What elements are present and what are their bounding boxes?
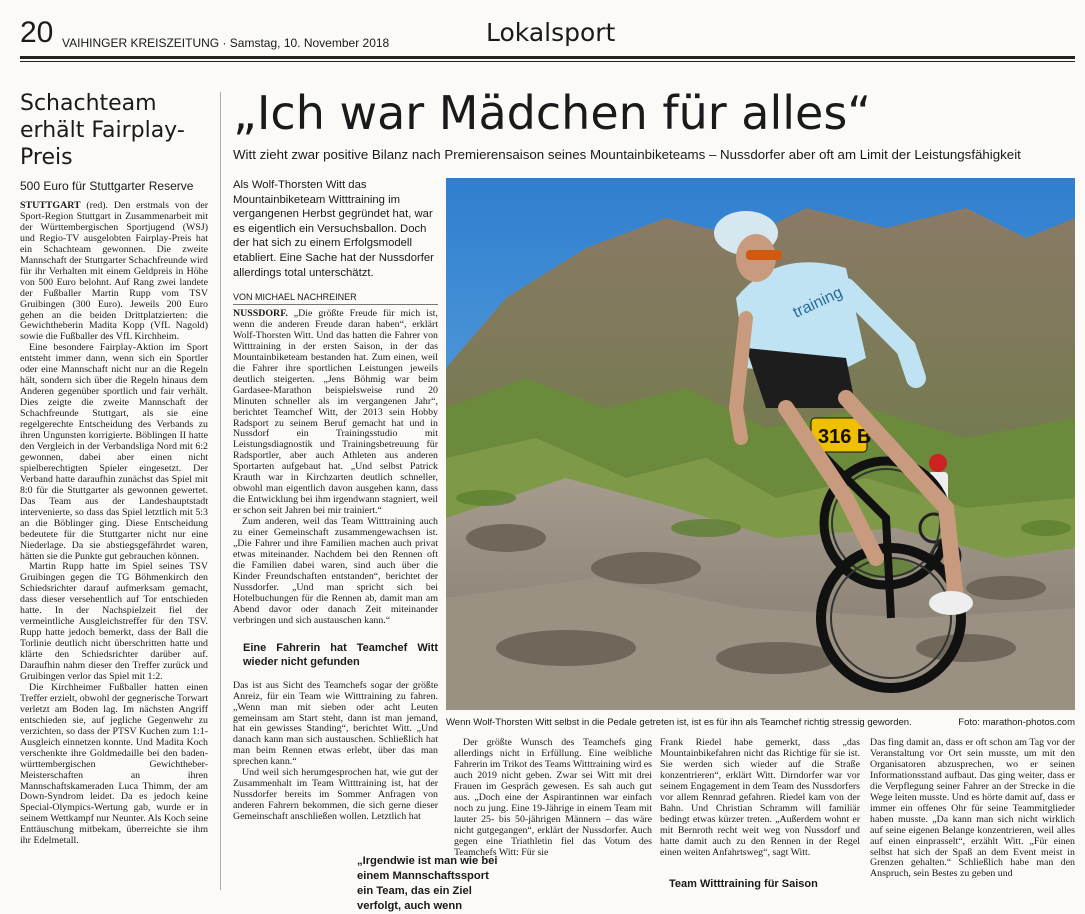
jersey-text: training (790, 284, 846, 322)
author-rule (233, 304, 438, 305)
dateline: STUTTGART (20, 200, 81, 211)
intertitle: Eine Fahrerin hat Teamchef Witt wieder nicht gefunden (243, 641, 438, 668)
side-article-headline: Schachteam erhält Fairplay-Preis (20, 91, 185, 170)
teaser-text: Als Wolf-Thorsten Witt das Mountainbiketeam Witttraining im vergangenen Herbst gegründet hat, war es eigentlich ein Versuchsballon. Doch der hat sich zu einem Erfolgsmodell etabliert. Eine Sache hat der Nussdorfer allerdings total unterschätzt. (233, 179, 434, 279)
photo-caption (446, 717, 1075, 728)
paragraph: Zum anderen, weil das Team Witttraining auch zu einer Gemeinschaft zusammengewachsen ist. „Die Fahrer und ihre Familien machen auch privat etwas miteinander. Nachdem bei den Rennen oft die Familien dabei waren, sind auch über die Kinder Freundschaften entstanden“, berichtet der Nussdorfer. „Und man spricht sich bei Hotelbuchungen für die Rennen ab, damit man am Abend davor oder danach Zeit miteinander verbringen und sich austauschen kann.“ (233, 516, 438, 626)
column-divider (220, 92, 221, 890)
paragraph: Der größte Wunsch des Teamchefs ging allerdings nicht in Erfüllung. Eine weibliche Fahrerin im Trikot des Teams Witttraining wird es auch 2019 nicht geben. Zwar sei Witt mit drei Frauen im Gespräch gewesen. Es sah auch gut aus. „Doch eine der Aspirantinnen war einfach noch zu jung. Eine 19-Jährige in einem Team mit lauter 25- bis 50-jährigen Männern – das wäre nicht gutgegangen“, erklärt der Nussdorfer. Auch gegen eine Triathletin fiel das Votum des Teamchefs Witt: Für sie (454, 737, 652, 858)
author-line: VON MICHAEL NACHREINER (233, 292, 357, 302)
paragraph: (red). Den erstmals von der Sport-Region Stuttgart in Zusammenarbeit mit der Württembergischen Sportjugend (WSJ) und Regio-TV ausgelobten Fairplay-Preis hat ein Schachteam gewonnen. Die zweite Mannschaft der Stuttgarter Schachfreunde wird für ihr Verhalten mit einem Geldpreis in Höhe von 500 Euro belohnt. Auf Rang zwei landete der Fußballer Martin Rupp vom TSV Gruibingen (300 Euro). Jeweils 200 Euro gehen an die beiden Drittplatzierten: die Gewichtheberin Madita Kopp (VfL Nagold) sowie die Fußballer des VfL Kirchheim. (20, 200, 208, 343)
paragraph: Martin Rupp hatte im Spiel seines TSV Gruibingen gegen die TG Böhmenkirch den Schiedsrichter darauf aufmerksam gemacht, dass dieser versehentlich auf Tor entschieden hatte. In der Nachspielzeit fiel der vermeintliche Ausgleichstreffer für den TSV. Rupp hatte jedoch bemerkt, dass der Ball die Torlinie deutlich nicht überschritten hatte und klärte den Schiedsrichter darüber auf. Daraufhin nahm dieser den Treffer zurück und Gruibingen verlor das Spiel mit 1:2. (20, 561, 208, 682)
pull-quote-box (357, 846, 507, 914)
caption-text: Wenn Wolf-Thorsten Witt selbst in die Pedale getreten ist, ist es für ihn als Teamchef richtig stressig geworden. (446, 717, 912, 728)
paragraph: Eine besondere Fairplay-Aktion im Sport entsteht immer dann, wenn sich ein Sportler oder eine Mannschaft nicht nur an die Regeln hält, sondern sich über die Regeln hinaus dem Anderen gegenüber sportlich und fair verhält. Dies zeigte die zweite Mannschaft der Schachfreunde Stuttgart, als sie eine regelgerechte Entscheidung des Verbands zu ihren Ungunsten korrigierte. Böblingen II hatte den Vergleich in der Verbandsliga Nord mit 6:2 gewonnen, dabei aber einen nicht spielberechtigten Spieler eingesetzt. Der Verband hatte daraufhin zunächst das Spiel mit 8:0 für die Stuttgarter als gewonnen gewertet. Das Team aus der Landeshauptstadt intervenierte, so dass das Spiel letztlich mit 5:3 an die Böblinger ging. Diese Entscheidung bedeutete für die Stuttgarter nicht nur eine Niederlage. Da sie abstiegsgefährdet waren, hätten sie die Punkte gut gebrauchen können. (20, 342, 208, 562)
bib-number: 316 B (818, 426, 872, 448)
pull-quote: „Irgendwie ist man wie bei einem Mannschaftssport ein Team, das ein Ziel verfolgt, auch wenn (357, 855, 498, 912)
paragraph: Frank Riedel habe gemerkt, dass „das Mountainbikefahren nicht das Richtige für sie ist. Sie werden sich wieder auf die Straße konzentrieren“, erklärt Witt. Dirndorfer war vor seinem Engagement in dem Team des Nussdorfers vor allem Rennrad gefahren. Riedel kam von der Bahn. Und Christian Schramm will familiär bedingt etwas kürzer treten. „Außerdem wohnt er mit Bernroth recht weit weg von Nussdorf und hatte damit auch zu den Rennen in der Regel einen weiten Anfahrtsweg“, sagt Witt. (660, 737, 860, 858)
photo-credit: Foto: marathon-photos.com (958, 717, 1075, 728)
paragraph: Das ist aus Sicht des Teamchefs sogar der größte Anreiz, für ein Team wie Witttraining zu fahren. „Wenn man mit sieben oder acht Leuten gemeinsam am Start steht, dann ist man jemand, hat ein gewisses Standing“, berichtet Witt. „Und danach kann man sich austauschen. Schließlich hat man beim Rennen etwas erlebt, über das man sprechen kann.“ (233, 679, 438, 768)
side-article-subhead: 500 Euro für Stuttgarter Reserve (20, 179, 194, 193)
article-photo (446, 178, 1075, 710)
page-number: 20 (20, 16, 54, 49)
paragraph: Und weil sich herumgesprochen hat, wie gut der Zusammenhalt im Team Witttraining ist, hat der Nussdorfer bereits im Sommer Anfragen von anderen Fahrern bekommen, die sich gerne dieser Gemeinschaft anschließen wollen. Letztlich hat (233, 767, 438, 823)
header-rule-thin (20, 61, 1075, 62)
main-article-column-2 (454, 738, 652, 858)
paragraph: „Die größte Freude für mich ist, wenn die anderen Freude daran haben“, erklärt Wolf-Thorsten Witt. Und das hatten die Fahrer von Witttraining in der ersten Saison, in der das Mountainbiketeam bestanden hat. Zum einen, weil die Fahrer ihre sportlichen Leistungen jeweils deutlich steigerten. „Jens Böhmig war beim Gardasee-Marathon beispielsweise rund 20 Minuten schneller als im vergangenen Jahr“, berichtet Teamchef Witt, der 2013 sein Hobby Radsport zu seinem Beruf gemacht hat und in Nussdorf ein Trainingsstudio mit Leistungsdiagnostik und Trainingsbetreuung für Radsportler, aber auch Athleten aus anderen Sportarten aufgebaut hat. „Und selbst Patrick Krauth war in Kirchzarten deutlich schneller, obwohl man eigentlich davon ausgehen kann, dass die Entwicklung bei ihm irgendwann stagniert, weil er schon seit Jahren bei mir trainiert.“ (233, 308, 438, 517)
info-box-headline: Team Witttraining für Saison (669, 878, 818, 890)
header-rule (20, 56, 1075, 59)
main-article-column-1 (233, 309, 438, 823)
mountain-biker-photo (446, 178, 1075, 710)
main-article-column-4 (870, 738, 1075, 880)
main-article-column-3 (660, 738, 860, 858)
dateline: NUSSDORF. (233, 308, 288, 319)
masthead (20, 14, 1075, 56)
side-article (20, 90, 208, 847)
main-headline: „Ich war Mädchen für alles“ (233, 86, 872, 140)
side-article-body (20, 201, 208, 847)
newspaper-date-line: VAIHINGER KREISZEITUNG · Samstag, 10. November 2018 (62, 36, 390, 50)
paragraph: Die Kirchheimer Fußballer hatten einen Treffer erzielt, obwohl der gegnerische Torwart verletzt am Boden lag. Im nächsten Angriff entschieden sie, auf jegliche Gegenwehr zu verzichten, so dass der PTSV Kuchen zum 1:1-Ausgleich einnetzen konnte. Und Madita Koch verschenkte ihre Goldmedaille bei den baden-württembergischen Gewichtheber-Meisterschaften an ihren Mannschaftskameraden Luca Thimm, der am Down-Syndrom leidet. Da es jedoch keine Special-Olympics-Wertung gab, wurde er in seinem Wettkampf nur Neunter. Als Koch seine Enttäuschung mitbekam, überreichte sie ihm ihr Edelmetall. (20, 681, 208, 847)
main-subhead: Witt zieht zwar positive Bilanz nach Premierensaison seines Mountainbiketeams – Nussdorfer aber oft am Limit der Leistungsfähigkeit (233, 147, 1021, 162)
section-title: Lokalsport (486, 18, 616, 47)
paragraph: Das fing damit an, dass er oft schon am Tag vor der Veranstaltung vor Ort sein musste, um mit den Organisatoren abzusprechen, wo er seinen Informationsstand aufbaut. Das ging weiter, dass er die Verpflegung seiner Fahrer an der Strecke in die Wege leiten musste. Und es hörte damit auf, dass er immer ein offenes Ohr für seine Teammitglieder haben musste. „Da kann man sich nicht wirklich auf seine eigenen Belange konzentrieren, weil alles auf einen einprasselt“, erzählt Witt. „Für einen selbst hat sich der Spaß an dem Event meist in Grenzen gehalten.“ Schließlich habe man den Anspruch, sein Bestes zu geben und (870, 737, 1075, 880)
